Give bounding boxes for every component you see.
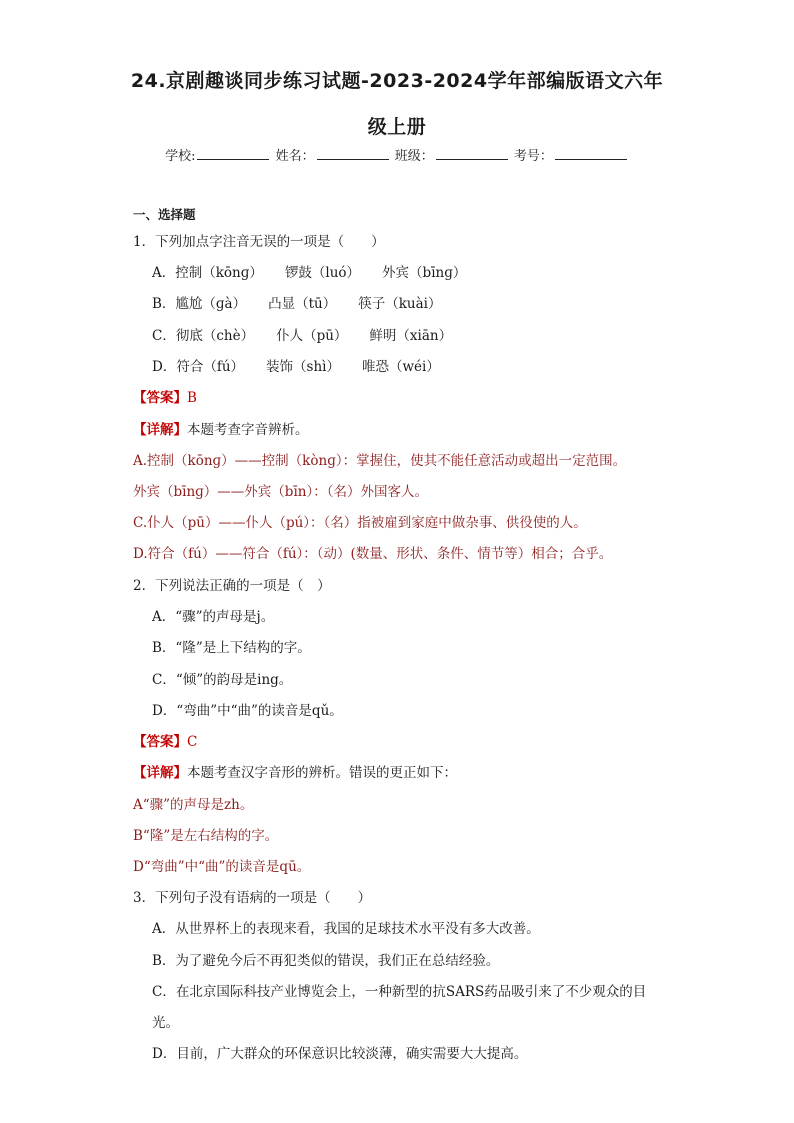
- q1-option-d-word1: D．符合（fú）: [152, 359, 245, 375]
- document-title-line1: 24.京剧趣谈同步练习试题-2023-2024学年部编版语文六年: [130, 70, 664, 92]
- q2-option-c: C．“倾”的韵母是ing。: [152, 672, 293, 688]
- q1-detail-line: D.符合（fú）——符合（fú）：（动）(数量、形状、条件、情节等）相合；合乎。: [133, 546, 613, 562]
- q1-detail: [133, 421, 309, 439]
- q1-option-a: [152, 264, 466, 282]
- q2-option-b: B．“隆”是上下结构的字。: [152, 640, 311, 656]
- student-info-row: [0, 145, 794, 164]
- q1-option-b: [152, 295, 442, 313]
- school-label: 学校:: [165, 149, 196, 164]
- class-label: 班级：: [394, 149, 434, 164]
- q2-detail-line: B“隆”是左右结构的字。: [133, 828, 279, 844]
- q2-answer: [133, 733, 197, 751]
- q2-detail-tag: 【详解】: [133, 765, 187, 781]
- q1-option-c-word3: 鲜明（xiān）: [369, 328, 453, 344]
- q2-detail-line: D“弯曲”中“曲”的读音是qū。: [133, 859, 311, 875]
- q1-option-d: [152, 358, 440, 376]
- q1-option-b-word2: 凸显（tū）: [268, 296, 337, 312]
- q1-option-b-word1: B．尴尬（ɡà）: [152, 296, 247, 312]
- q2-detail: [133, 764, 457, 782]
- q1-option-b-word3: 筷子（kuài）: [358, 296, 442, 312]
- q1-answer-tag: 【答案】: [133, 390, 187, 406]
- exam-no-blank: [555, 147, 627, 160]
- q1-detail-line: A.控制（kōnɡ）——控制（kònɡ）：掌握住，使其不能任意活动或超出一定范围。: [133, 453, 627, 469]
- q1-option-a-word2: 锣鼓（luó）: [284, 265, 361, 281]
- q2-detail-line: A“骤”的声母是zh。: [133, 797, 254, 813]
- exam-no-label: 考号：: [513, 149, 553, 164]
- q2-option-a: A．“骤”的声母是j。: [152, 609, 275, 625]
- q3-option-d: D．目前，广大群众的环保意识比较淡薄，确实需要大大提高。: [152, 1046, 528, 1062]
- document-title-line2: 级上册: [367, 116, 427, 138]
- name-label: 姓名：: [275, 149, 315, 164]
- q1-answer-value: B: [187, 390, 197, 406]
- q2-detail-intro: 本题考查汉字音形的辨析。错误的更正如下：: [187, 765, 457, 781]
- q1-option-d-word2: 装饰（shì）: [266, 359, 340, 375]
- q1-option-a-word1: A．控制（kōnɡ）: [152, 265, 263, 281]
- q1-detail-tag: 【详解】: [133, 422, 187, 438]
- q3-option-b: B．为了避免今后不再犯类似的错误，我们正在总结经验。: [152, 953, 500, 969]
- q1-detail-line: 外宾（bīnɡ）——外宾（bīn）：（名）外国客人。: [133, 484, 428, 500]
- q3-option-a: A．从世界杯上的表现来看，我国的足球技术水平没有多大改善。: [152, 921, 540, 937]
- q1-option-c: [152, 327, 452, 345]
- q1-option-d-word3: 唯恐（wéi）: [361, 359, 440, 375]
- q2-answer-value: C: [187, 734, 198, 750]
- q1-answer: [133, 389, 197, 407]
- q3-option-c-continued: 光。: [152, 1015, 179, 1031]
- q1-option-a-word3: 外宾（bīnɡ）: [382, 265, 467, 281]
- q2-stem: 2．下列说法正确的一项是（ ）: [133, 578, 331, 594]
- class-blank: [436, 147, 508, 160]
- school-blank: [197, 147, 269, 160]
- section-title: 一、选择题: [133, 207, 196, 222]
- q1-detail-intro: 本题考查字音辨析。: [187, 422, 309, 438]
- q1-detail-line: C.仆人（pū）——仆人（pú）：（名）指被雇到家庭中做杂事、供役使的人。: [133, 515, 587, 531]
- q1-option-c-word2: 仆人（pū）: [276, 328, 348, 344]
- q3-stem: 3．下列句子没有语病的一项是（ ）: [133, 890, 372, 906]
- q2-answer-tag: 【答案】: [133, 734, 187, 750]
- q3-option-c: C．在北京国际科技产业博览会上，一种新型的抗SARS药品吸引来了不少观众的目: [152, 984, 647, 1000]
- q2-option-d: D．“弯曲”中“曲”的读音是qǔ。: [152, 703, 343, 719]
- q1-stem: 1．下列加点字注音无误的一项是（ ）: [133, 234, 385, 250]
- q1-option-c-word1: C．彻底（chè）: [152, 328, 255, 344]
- name-blank: [317, 147, 389, 160]
